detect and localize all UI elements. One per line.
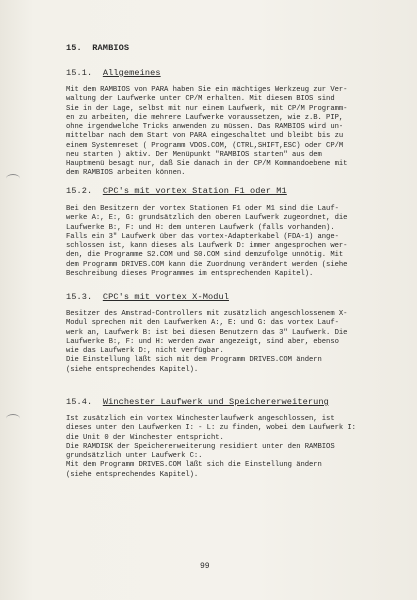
section-title: RAMBIOS [92, 43, 130, 53]
text-line: Hauptmenü besagt nur, daß Sie danach in der CP/M Kommandoebene mit [66, 160, 348, 168]
paragraph-15-1 [66, 86, 366, 179]
paragraph-15-4 [66, 415, 366, 480]
paragraph-15-2 [66, 205, 366, 279]
section-number: 15. [66, 43, 82, 53]
text-line: wie das Laufwerk D:, nicht verfügbar. [66, 347, 224, 355]
paragraph-15-3 [66, 310, 366, 375]
subsection-number: 15.4. [66, 397, 93, 407]
text-line: werke A:, E:, G: grundsätzlich den oberen Laufwerk zugeordnet, die [66, 214, 348, 223]
text-line: einem Systemreset ( Programm VDOS.COM, (CTRL,SHIFT,ESC) oder CP/M [66, 141, 344, 150]
text-line: dem RAMBIOS arbeiten können. [66, 169, 186, 178]
text-line: Laufwerke B:, F: und H: dem unteren Laufwerk (falls vorhanden). [66, 223, 335, 232]
text-line: waltung der Laufwerke unter CP/M erhalten. Mit diesem BIOS sind [66, 95, 335, 104]
text-line: (siehe entsprechendes Kapitel). [66, 470, 199, 479]
text-line: ohne irgendwelche Tricks anwenden zu müssen. Das RAMBIOS wird un- [66, 123, 344, 131]
text-line: Besitzer des Amstrad-Controllers mit zusätzlich angeschlossenem X- [66, 310, 348, 318]
text-line: dem Programm DRIVES.COM kann die Zuordnung verändert werden (siehe [66, 260, 348, 269]
subsection-number: 15.1. [66, 68, 93, 78]
text-line: Die RAMDISK der Speichererweiterung residiert unter den RAMBIOS [66, 442, 335, 451]
text-line: Beschreibung dieses Programmes im entsprechenden Kapitel). [66, 269, 314, 278]
text-line: Modul sprechen mit den Laufwerken A:, E: und G: das vortex Lauf- [66, 319, 339, 328]
text-line: den, die Programme S2.COM und S0.COM sind demzufolge unnötig. Mit [66, 251, 344, 260]
text-line: Ist zusätzlich ein vortex Winchesterlaufwerk angeschlossen, ist [66, 415, 335, 423]
text-line: Mit dem RAMBIOS von PARA haben Sie ein mächtiges Werkzeug zur Ver- [66, 86, 348, 94]
text-line: die Unit 0 der Winchester entspricht. [66, 433, 224, 442]
text-line: Falls ein 3" Laufwerk über das vortex-Adapterkabel (FDA-1) ange- [66, 232, 339, 241]
punch-hole-mark [6, 174, 20, 183]
section-heading [66, 43, 129, 53]
subsection-number: 15.2. [66, 186, 93, 196]
text-line: Bei den Besitzern der vortex Stationen F1 oder M1 sind die Lauf- [66, 205, 339, 213]
subsection-title: Winchester Laufwerk und Speichererweiterung [102, 397, 329, 407]
subsection-heading-15-1 [66, 68, 161, 78]
subsection-title: CPC's mit vortex X-Modul [102, 292, 229, 302]
text-line: schlossen ist, kann dieses als Laufwerk D: immer angesprochen wer- [66, 242, 348, 250]
subsection-title: Allgemeines [102, 68, 161, 78]
text-line: Laufwerke B:, F: und H: werden zwar angezeigt, sind aber, ebenso [66, 337, 339, 346]
subsection-number: 15.3. [66, 292, 93, 302]
subsection-heading-15-4 [66, 397, 329, 407]
subsection-heading-15-3 [66, 292, 229, 302]
text-line: Sie in der Lage, selbst mit nur einem Laufwerk, mit CP/M Programm- [66, 104, 348, 113]
text-line: neu starten ) aktiv. Der Menüpunkt "RAMBIOS starten" aus dem [66, 150, 322, 159]
text-line: dieses unter den Laufwerken I: - L: zu finden, wobei dem Laufwerk I: [66, 424, 356, 433]
subsection-title: CPC's mit vortex Station F1 oder M1 [102, 186, 287, 196]
text-line: (siehe entsprechendes Kapitel). [66, 365, 199, 374]
punch-hole-mark [6, 414, 20, 423]
subsection-heading-15-2 [66, 186, 287, 196]
page-number: 99 [200, 562, 210, 571]
text-line: mittelbar nach dem Start von PARA eingeschaltet und bleibt bis zu [66, 132, 344, 141]
text-line: en zu arbeiten, die mehrere Laufwerke voraussetzen, wie z.B. PIP, [66, 113, 344, 122]
text-line: Die Einstellung läßt sich mit dem Programm DRIVES.COM ändern [66, 356, 322, 365]
text-line: Mit dem Programm DRIVES.COM läßt sich die Einstellung ändern [66, 461, 322, 470]
text-line: grundsätzlich unter Laufwerk C:. [66, 452, 203, 460]
text-line: werk an, Laufwerk B: ist bei diesen Benutzern das 3" Laufwerk. Die [66, 328, 348, 337]
